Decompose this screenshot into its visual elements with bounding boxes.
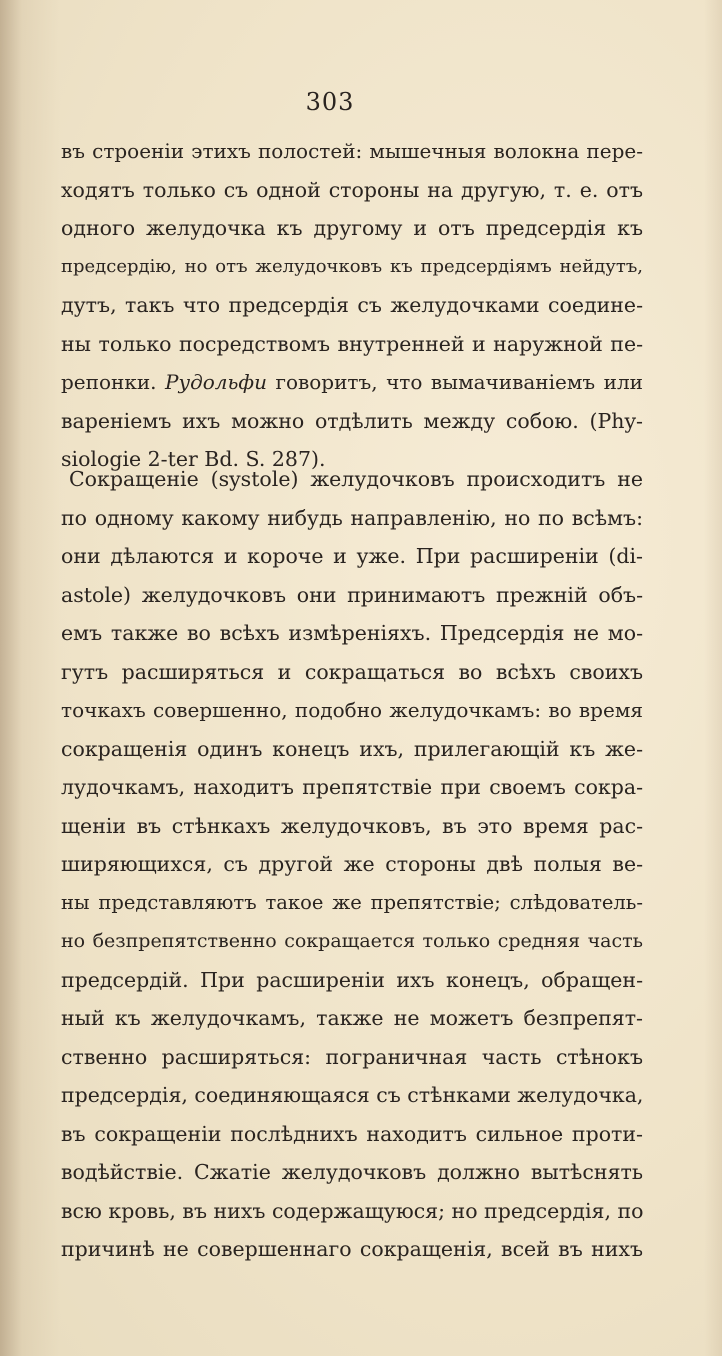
paragraph-1: [61, 132, 643, 479]
text-line: въ строенiи этихъ полостей: мышечныя волокна пере-: [61, 139, 643, 163]
text-line: точкахъ совершенно, подобно желудочкамъ: во время: [61, 698, 643, 722]
text-segment: говоритъ, что вымачиванiемъ или: [275, 370, 643, 394]
text-line: ширяющихся, съ другой же стороны двѣ полыя ве-: [61, 852, 643, 876]
text-line: ный къ желудочкамъ, также не можетъ безпрепят-: [61, 1006, 643, 1030]
text-line: варенiемъ ихъ можно отдѣлить между собою. (Phy-: [61, 408, 643, 433]
text-line: ственно расширяться: пограничная часть стѣнокъ: [61, 1044, 643, 1069]
text-line: ходятъ только съ одной стороны на другую, т. е. отъ: [61, 177, 643, 202]
text-line: дутъ, такъ что предсердiя съ желудочками соедине-: [61, 293, 643, 317]
text-line: гутъ расширяться и сокращаться во всѣхъ своихъ: [61, 659, 643, 684]
author-name-italic: Рудольфи: [165, 370, 267, 394]
text-line: по одному какому нибудь направленiю, но по всѣмъ:: [61, 505, 643, 530]
paragraph-2: [61, 460, 643, 1269]
text-line: всю кровь, въ нихъ содержащуюся; но предсердiя, по: [61, 1198, 643, 1223]
text-line-with-italic: [61, 363, 643, 402]
text-line: siologie 2-ter Bd. S. 287).: [61, 447, 326, 471]
text-line: ны только посредствомъ внутренней и наружной пе-: [61, 331, 643, 356]
text-line: ны представляютъ такое же препятствiе; слѣдователь-: [61, 890, 643, 914]
text-line: astole) желудочковъ они принимаютъ прежнiй объ-: [61, 582, 643, 607]
text-segment: репонки.: [61, 370, 157, 394]
text-line: лудочкамъ, находитъ препятствiе при своемъ сокра-: [61, 775, 643, 799]
text-line: водѣйствiе. Сжатiе желудочковъ должно вытѣснять: [61, 1160, 643, 1184]
text-line: Сокращенiе (systole) желудочковъ происходитъ не: [69, 467, 643, 491]
text-line: сокращенiя одинъ конецъ ихъ, прилегающiй къ же-: [61, 736, 643, 761]
text-line: предсердiю, но отъ желудочковъ къ предсердiямъ нейдутъ,: [61, 255, 643, 277]
text-line: емъ также во всѣхъ измѣренiяхъ. Предсердiя не мо-: [61, 621, 643, 645]
text-line: они дѣлаются и короче и уже. При расширенiи (di-: [61, 544, 643, 568]
text-line: щенiи въ стѣнкахъ желудочковъ, въ это время рас-: [61, 813, 643, 838]
text-line: предсердiя, соединяющаяся съ стѣнками желудочка,: [61, 1083, 643, 1107]
text-line: но безпрепятственно сокращается только средняя часть: [61, 930, 643, 952]
text-line: одного желудочка къ другому и отъ предсердiя къ: [61, 216, 643, 240]
text-line: причинѣ не совершеннаго сокращенiя, всей въ нихъ: [61, 1237, 643, 1261]
text-line: предсердiй. При расширенiи ихъ конецъ, обращен-: [61, 967, 643, 992]
page-number: 303: [305, 88, 355, 116]
text-line: въ сокращенiи послѣднихъ находитъ сильное проти-: [61, 1121, 643, 1146]
